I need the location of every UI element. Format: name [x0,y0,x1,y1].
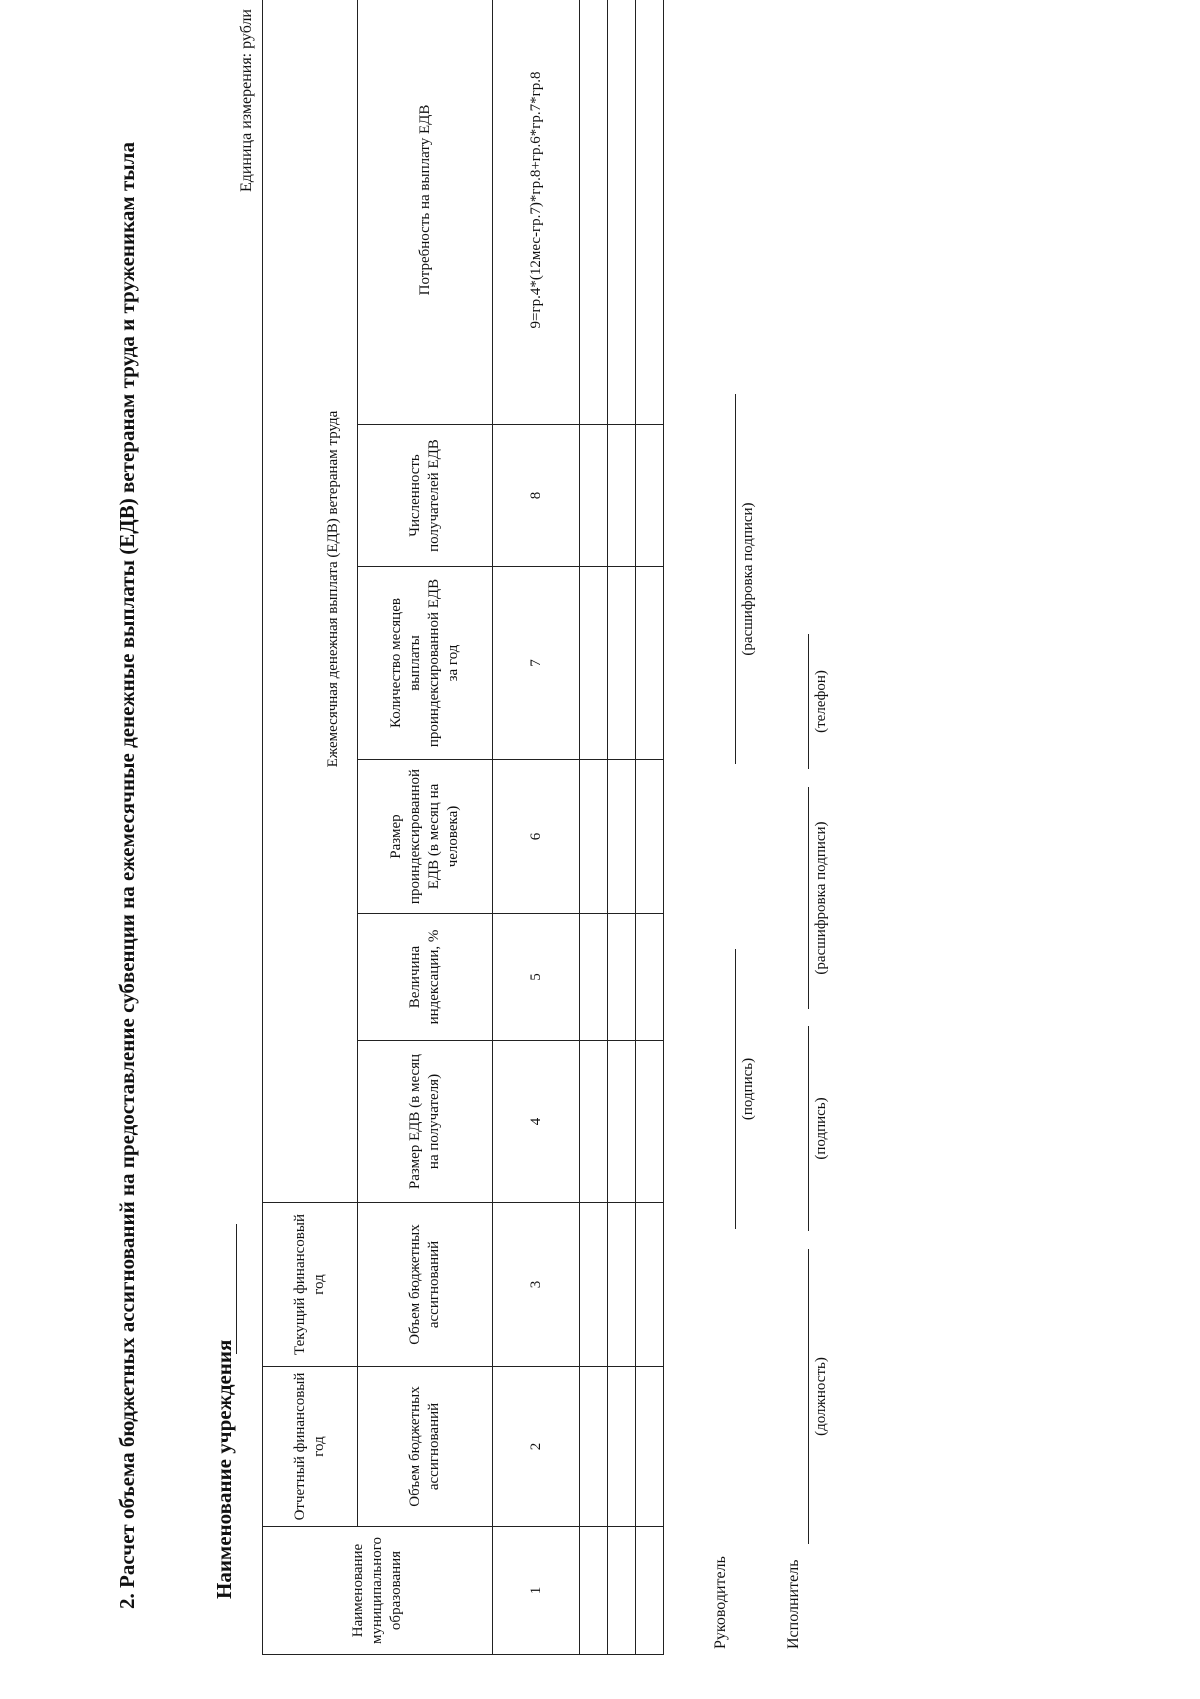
executor-label: Исполнитель [785,1559,802,1649]
institution-name-line [236,1224,237,1354]
col-months: Количество месяцев выплаты проиндексированной ЕДВ за год [358,567,493,760]
executor-position-line [808,1249,809,1544]
head-decoding-line [735,394,736,764]
head-label: Руководитель [712,1556,729,1649]
col-recipients: Численность получателей ЕДВ [358,425,493,567]
executor-position-caption: (должность) [813,1357,829,1436]
group-edv-header: Ежемесячная денежная выплата (ЕДВ) ветеранам труда [309,0,358,1203]
head-decoding-caption: (расшифровка подписи) [740,502,756,656]
executor-signature-line [808,1026,809,1231]
executor-decoding-line [808,787,809,1009]
institution-name-label: Наименование учреждения [212,1339,236,1599]
column-numbers-row [493,0,580,1655]
group-edv-top [263,0,310,1203]
col-reporting-volume: Объем бюджетных ассигнований [358,1367,493,1527]
budget-table [262,0,664,1655]
group-reporting-year: Отчетный финансовый год [263,1367,358,1527]
header-row-3 [358,0,493,1655]
group-current-year: Текущий финансовый год [263,1203,358,1367]
table-row [636,0,664,1655]
col-number: 4 [493,1041,580,1203]
col-number: 8 [493,425,580,567]
col-number: 6 [493,760,580,914]
col-requirement: Потребность на выплату ЕДВ [358,0,493,425]
head-signature-caption: (подпись) [740,1057,756,1121]
col-indexation: Величина индексации, % [358,914,493,1041]
col-edv-size: Размер ЕДВ (в месяц на получателя) [358,1041,493,1203]
unit-of-measure: Единица измерения: рубли [238,9,255,193]
table-row [580,0,608,1655]
col-number: 3 [493,1203,580,1367]
executor-signature-caption: (подпись) [813,1097,829,1160]
head-signature-line [735,949,736,1229]
executor-decoding-caption: (расшифровка подписи) [813,821,829,975]
col-municipality-header: Наименование муниципального образования [263,1527,493,1655]
col-number: 9=гр.4*(12мес-гр.7)*гр.8+гр.6*гр.7*гр.8 [493,0,580,425]
header-row-1 [263,0,310,1655]
col-current-volume: Объем бюджетных ассигнований [358,1203,493,1367]
executor-phone-line [808,634,809,769]
col-number: 7 [493,567,580,760]
col-indexed-edv: Размер проиндексированной ЕДВ (в месяц на человека) [358,760,493,914]
document-title: 2. Расчет объема бюджетных ассигнований на предоставление субвенции на ежемесячные денежные выплаты (ЕДВ) ветеранам труда и труженикам тыла [115,142,139,1609]
col-number: 5 [493,914,580,1041]
col-number: 2 [493,1367,580,1527]
table-row [608,0,636,1655]
col-number: 1 [493,1527,580,1655]
executor-phone-caption: (телефон) [813,670,829,733]
